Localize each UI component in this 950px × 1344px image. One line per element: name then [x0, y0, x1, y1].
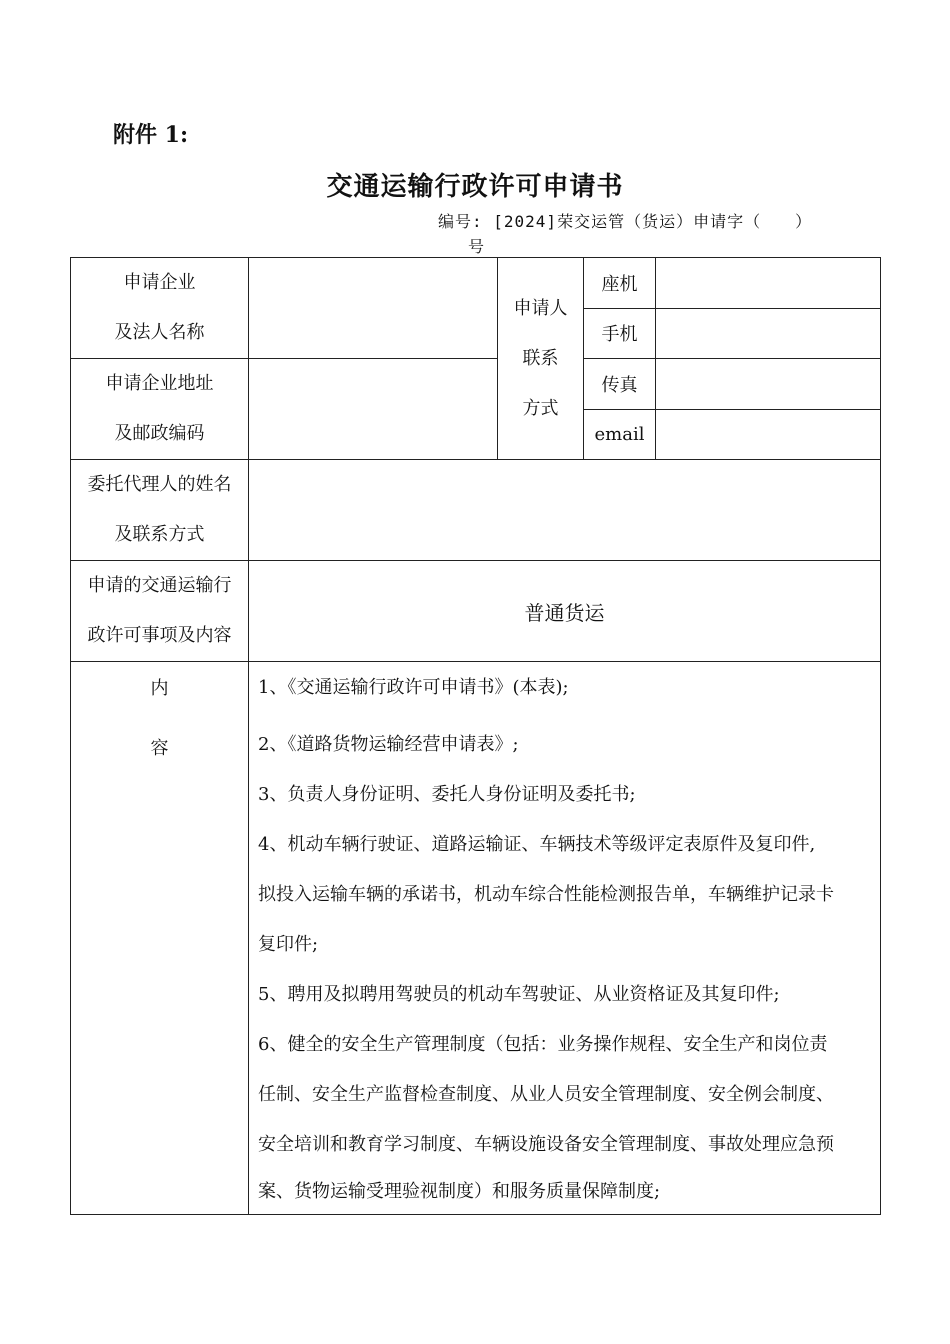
- company-address-label-line1: 申请企业地址: [105, 373, 214, 394]
- mobile-field[interactable]: [656, 308, 881, 359]
- content-item: 拟投入运输车辆的承诺书，机动车综合性能检测报告单，车辆维护记录卡: [258, 884, 834, 905]
- contact-label-line1: 申请人: [513, 297, 568, 319]
- content-item: 案、货物运输受理验视制度）和服务质量保障制度;: [258, 1181, 661, 1202]
- company-name-label-line2: 及法人名称: [114, 322, 205, 343]
- mobile-label: 手机: [584, 308, 656, 359]
- serial-number-suffix: 号: [468, 237, 485, 256]
- company-address-label: [71, 359, 249, 460]
- permit-item-label-line2: 政许可事项及内容: [87, 625, 232, 646]
- company-name-label: [71, 258, 249, 359]
- company-name-field[interactable]: [249, 258, 498, 359]
- content-label-line1: 内: [150, 678, 169, 699]
- content-item: 任制、安全生产监督检查制度、从业人员安全管理制度、安全例会制度、: [258, 1084, 834, 1105]
- content-item: 1、《交通运输行政许可申请书》(本表);: [258, 677, 569, 698]
- fax-field[interactable]: [656, 359, 881, 410]
- landline-field[interactable]: [656, 258, 881, 309]
- content-item: 4、机动车辆行驶证、道路运输证、车辆技术等级评定表原件及复印件,: [258, 834, 816, 855]
- company-address-label-line2: 及邮政编码: [114, 423, 205, 444]
- company-name-label-line1: 申请企业: [123, 272, 196, 293]
- content-item: 3、负责人身份证明、委托人身份证明及委托书;: [258, 784, 636, 805]
- company-address-field[interactable]: [249, 359, 498, 460]
- contact-label-line3: 方式: [522, 397, 559, 419]
- serial-number-line: 编号: [2024]荣交运管（货运）申请字（ ）: [438, 212, 813, 231]
- permit-item-label-line1: 申请的交通运输行: [87, 575, 232, 596]
- email-field[interactable]: [656, 409, 881, 460]
- contact-label: [498, 258, 584, 460]
- content-item: 安全培训和教育学习制度、车辆设施设备安全管理制度、事故处理应急预: [258, 1134, 834, 1155]
- content-item: 5、聘用及拟聘用驾驶员的机动车驾驶证、从业资格证及其复印件;: [258, 984, 780, 1005]
- content-item: 6、健全的安全生产管理制度（包括：业务操作规程、安全生产和岗位责: [258, 1034, 828, 1055]
- agent-label-line2: 及联系方式: [114, 524, 205, 545]
- content-item: 2、《道路货物运输经营申请表》;: [258, 734, 519, 755]
- content-label: [71, 662, 249, 1215]
- attachment-label: 附件 1:: [113, 122, 189, 148]
- contact-label-line2: 联系: [522, 347, 559, 369]
- permit-item-value: 普通货运: [249, 561, 881, 662]
- landline-label: 座机: [584, 258, 656, 309]
- content-label-line2: 容: [150, 738, 169, 759]
- agent-field[interactable]: [249, 460, 881, 561]
- document-title: 交通运输行政许可申请书: [326, 172, 624, 202]
- permit-item-label: [71, 561, 249, 662]
- fax-label: 传真: [584, 359, 656, 410]
- agent-label-line1: 委托代理人的姓名: [87, 474, 232, 495]
- application-form-table: [70, 257, 881, 1215]
- email-label: email: [584, 409, 656, 460]
- content-items: [249, 662, 881, 1215]
- agent-label: [71, 460, 249, 561]
- content-item: 复印件;: [258, 934, 319, 955]
